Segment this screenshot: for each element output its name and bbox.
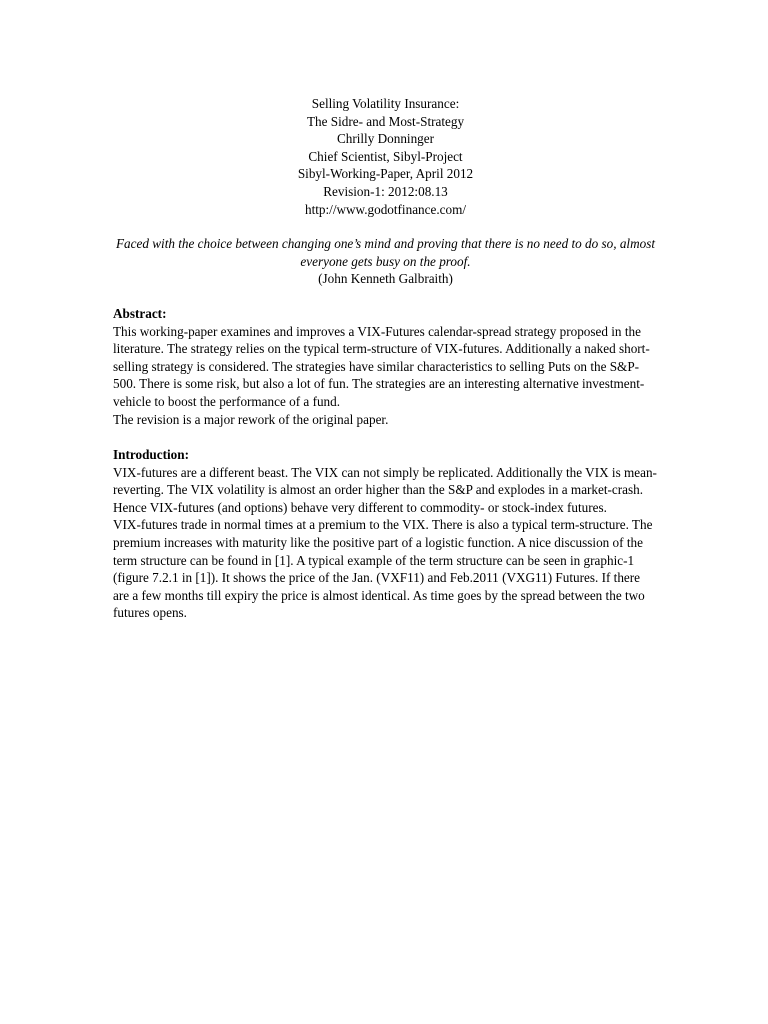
paper-title: Selling Volatility Insurance: bbox=[311, 96, 460, 111]
abstract-body: This working-paper examines and improves a VIX-Futures calendar-spread strategy proposed in the literature. The strategy relies on the typical term-structure of VIX-futures. Additionally a naked short-selling strategy is considered. The strategies have similar characteristics to selling Puts on the S&P-500. There is some risk, but also a lot of fun. The strategies are an interesting alternative investment-vehicle to boost the performance of a fund. bbox=[113, 323, 650, 409]
introduction-paragraph-2: VIX-futures trade in normal times at a premium to the VIX. There is also a typical term-structure. The premium increases with maturity like the positive part of a logistic function. A nice discussion of the term structure can be found in [1]. A typical example of the term structure can be seen in graphic-1 (figure 7.2.1 in [1]). It shows the price of the Jan. (VXF11) and Feb.2011 (VXG11) Futures. If there are a few months till expiry the price is almost identical. As time goes by the spread between the two futures opens. bbox=[113, 517, 653, 621]
epigraph-text: Faced with the choice between changing one’s mind and proving that there is no need to do so, almost everyone gets busy on the proof. bbox=[115, 236, 655, 269]
paper-subtitle: The Sidre- and Most-Strategy bbox=[306, 113, 465, 129]
introduction-section bbox=[113, 446, 658, 622]
abstract-section bbox=[113, 305, 658, 428]
paper-page bbox=[113, 95, 658, 622]
website-url: http://www.godotfinance.com/ bbox=[304, 201, 467, 217]
title-block bbox=[113, 95, 658, 218]
introduction-heading: Introduction: bbox=[113, 447, 189, 463]
author-name: Chrilly Donninger bbox=[336, 131, 435, 147]
revision-date: Revision-1: 2012:08.13 bbox=[323, 183, 448, 199]
abstract-revision-note: The revision is a major rework of the original paper. bbox=[113, 411, 389, 427]
paper-series: Sibyl-Working-Paper, April 2012 bbox=[297, 166, 474, 182]
epigraph-attribution: (John Kenneth Galbraith) bbox=[318, 271, 453, 287]
author-position: Chief Scientist, Sibyl-Project bbox=[308, 148, 463, 164]
epigraph bbox=[113, 235, 658, 288]
introduction-paragraph-1: VIX-futures are a different beast. The VIX can not simply be replicated. Additionally the VIX is mean-reverting. The VIX volatility is almost an order higher than the S&P and explodes in a market-crash. Hence VIX-futures (and options) behave very different to commodity- or stock-index futures. bbox=[113, 464, 657, 515]
abstract-heading: Abstract: bbox=[113, 305, 167, 321]
